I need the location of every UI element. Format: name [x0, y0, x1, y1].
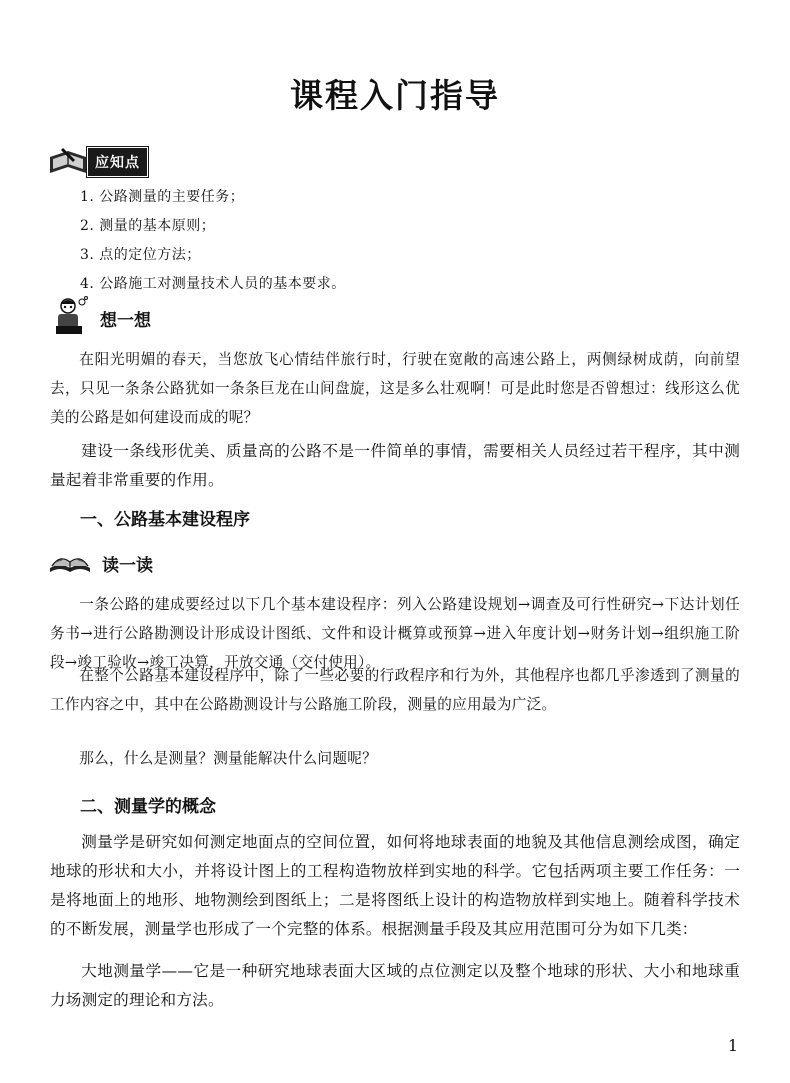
xiangyixiang-header	[52, 296, 151, 340]
section2-paragraph: 大地测量学——它是一种研究地球表面大区域的点位测定以及整个地球的形状、大小和地球重力场测定的理论和方法。	[50, 962, 740, 1009]
yingzhidian-header	[48, 147, 147, 177]
list-item: 3. 点的定位方法；	[80, 247, 201, 263]
section2-paragraph: 测量学是研究如何测定地面点的空间位置，如何将地球表面的地貌及其他信息测绘成图，确定地球的形状和大小，并将设计图上的工程构造物放样到实地的科学。它包括两项主要工作任务：一是将地面上的地形、地物测绘到图纸上；二是将图纸上设计的构造物放样到实地上。随着科学技术的不断发展，测量学也形成了一个完整的体系。根据测量手段及其应用范围可分为如下几类：	[50, 833, 740, 938]
thinking-person-icon	[52, 296, 90, 340]
duyidu-paragraph: 一条公路的建成要经过以下几个基本建设程序：列入公路建设规划→调查及可行性研究→下达计划任务书→进行公路勘测设计形成设计图纸、文件和设计概算或预算→进入年度计划→财务计划→组织施工阶段→竣工验收→竣工决算，开放交通（交付使用）。	[50, 596, 740, 671]
open-book-icon	[48, 548, 92, 578]
list-item: 2. 测量的基本原则；	[80, 218, 216, 234]
section1-heading: 一、公路基本建设程序	[80, 510, 250, 530]
page-title: 课程入门指导	[290, 76, 500, 115]
duyidu-label: 读一读	[102, 555, 153, 576]
section2-heading: 二、测量学的概念	[80, 797, 216, 817]
yingzhidian-list	[80, 183, 346, 299]
duyidu-header	[48, 548, 153, 578]
xiangyixiang-text: 在阳光明媚的春天，当您放飞心情结伴旅行时，行驶在宽敞的高速公路上，两侧绿树成荫，向前望去，只见一条条公路犹如一条条巨龙在山间盘旋，这是多么壮观啊！可是此时您是否曾想过：线形这么优美的公路是如何建设而成的呢？	[50, 351, 740, 426]
list-item: 4. 公路施工对测量技术人员的基本要求。	[80, 276, 346, 292]
list-item: 1. 公路测量的主要任务；	[80, 189, 245, 205]
duyidu-paragraph: 那么，什么是测量？测量能解决什么问题呢？	[79, 750, 378, 767]
duyidu-paragraph: 在整个公路基本建设程序中，除了一些必要的行政程序和行为外，其他程序也都几乎渗透到了测量的工作内容之中，其中在公路勘测设计与公路施工阶段，测量的应用最为广泛。	[50, 667, 740, 713]
book-icon	[48, 147, 88, 177]
xiangyixiang-label: 想一想	[100, 310, 151, 331]
intro-paragraph: 建设一条线形优美、质量高的公路不是一件简单的事情，需要相关人员经过若干程序，其中测量起着非常重要的作用。	[50, 442, 740, 489]
yingzhidian-label: 应知点	[88, 148, 147, 176]
page-number: 1	[727, 1036, 738, 1055]
